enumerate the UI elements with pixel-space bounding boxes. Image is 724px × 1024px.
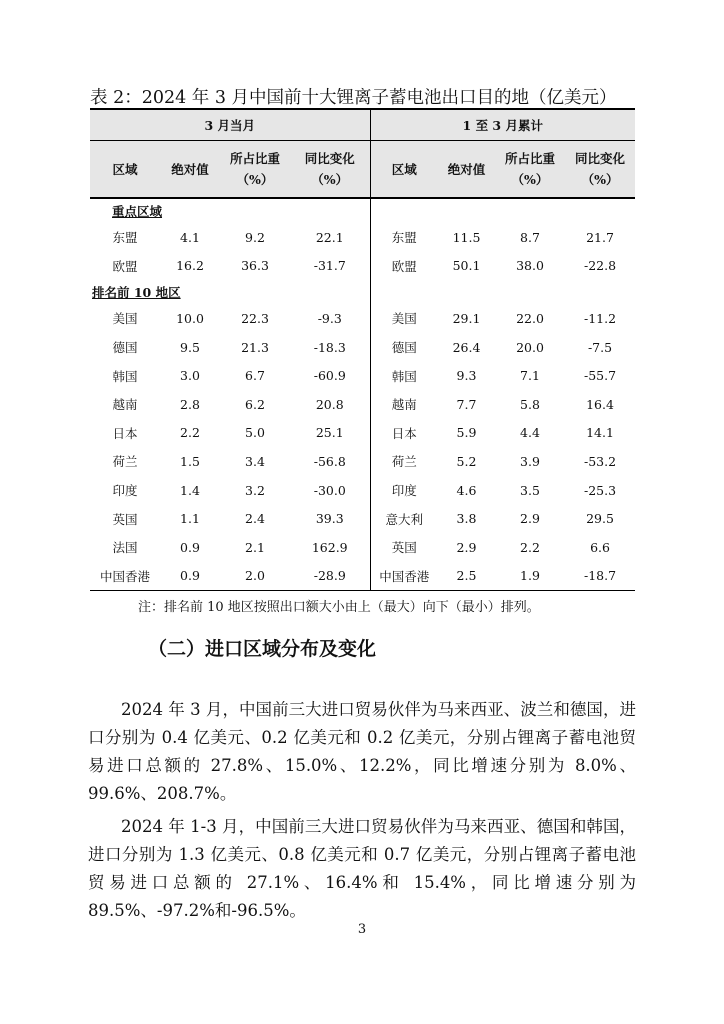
table-cell: 韩国 xyxy=(112,368,138,384)
table-cell: 3.2 xyxy=(245,482,265,498)
table-cell: 印度 xyxy=(391,483,417,499)
table-cell: -9.3 xyxy=(290,304,370,333)
table-cell: 6.7 xyxy=(245,368,265,384)
group-row-key-regions xyxy=(90,198,635,223)
table-cell: 1.4 xyxy=(180,482,200,498)
table-cell: 22.3 xyxy=(241,310,269,326)
table-row xyxy=(90,361,635,390)
table-cell: 5.9 xyxy=(456,425,477,441)
table-cell: 韩国 xyxy=(391,368,417,384)
table-row xyxy=(90,223,635,252)
table-cell: 2.0 xyxy=(220,562,290,591)
table-cell: 德国 xyxy=(112,340,138,356)
table-cell: 3.4 xyxy=(245,453,265,469)
table-cell: -30.0 xyxy=(290,476,370,505)
table-cell: 荷兰 xyxy=(112,454,138,470)
table-cell: 9.3 xyxy=(456,368,477,384)
table-cell: -53.2 xyxy=(583,453,617,469)
table-cell: 9.5 xyxy=(180,339,200,355)
table-row xyxy=(90,304,635,333)
table-cell: 5.0 xyxy=(245,425,265,441)
group-row-top10 xyxy=(90,280,635,304)
table-cell: 日本 xyxy=(391,425,417,441)
table-caption: 表 2：2024 年 3 月中国前十大锂离子蓄电池出口目的地（亿美元） xyxy=(90,88,617,108)
table-cell: 2.1 xyxy=(245,539,265,555)
table-cell: 2.4 xyxy=(245,511,265,527)
table-cell: 4.1 xyxy=(180,229,200,245)
table-cell: 5.8 xyxy=(520,396,540,412)
table-cell: 荷兰 xyxy=(391,454,417,470)
section-heading: （二）进口区域分布及变化 xyxy=(148,638,377,660)
table-cell: 1.1 xyxy=(180,511,200,527)
table-cell: 2.9 xyxy=(456,539,477,555)
table-cell: 美国 xyxy=(391,311,417,327)
table-cell: 4.4 xyxy=(520,425,540,441)
table-row xyxy=(90,333,635,362)
table-cell: 3.0 xyxy=(180,368,200,384)
table-cell: 50.1 xyxy=(452,258,481,274)
paragraph-march: 2024 年 3 月，中国前三大进口贸易伙伴为马来西亚、波兰和德国，进口分别为 0.4 亿美元、0.2 亿美元和 0.2 亿美元，分别占锂离子蓄电池贸易进口总额的 27.8%、15.0%、12.2%，同比增速分别为 8.0%、99.6%、208.7%。 xyxy=(88,699,636,803)
table-row xyxy=(90,533,635,562)
group-label-key-regions: 重点区域 xyxy=(90,198,370,223)
table-cell: 20.0 xyxy=(516,339,544,355)
table-cell: -7.5 xyxy=(587,339,613,355)
table-cell: 21.3 xyxy=(241,339,269,355)
table-cell: 9.2 xyxy=(245,229,265,245)
table-cell: 日本 xyxy=(112,425,138,441)
table-cell: 越南 xyxy=(391,397,417,413)
table-cell: 欧盟 xyxy=(391,258,417,274)
table-cell: 29.5 xyxy=(586,511,614,527)
table-cell: -25.3 xyxy=(583,482,617,498)
table-cell: 0.9 xyxy=(180,539,200,555)
section-header-row xyxy=(90,109,635,141)
table-cell: 22.0 xyxy=(516,310,544,326)
section-march: 3 月当月 xyxy=(90,109,370,141)
table-cell: 25.1 xyxy=(290,419,370,448)
table-cell: 16.2 xyxy=(176,258,204,274)
table-cell: 7.7 xyxy=(456,396,477,412)
table-cell: -22.8 xyxy=(583,258,617,274)
group-label-top10: 排名前 10 地区 xyxy=(90,280,370,304)
table-cell: 中国香港 xyxy=(90,562,160,591)
table-cell: 2.8 xyxy=(180,396,200,412)
table-cell: -56.8 xyxy=(290,447,370,476)
table-cell: 26.4 xyxy=(452,339,481,355)
export-destinations-table xyxy=(90,108,635,591)
table-row xyxy=(90,252,635,281)
table-row xyxy=(90,447,635,476)
group-row-filler xyxy=(370,198,635,223)
header-absolute: 绝对值 xyxy=(160,141,220,199)
table-cell: 2.9 xyxy=(520,511,540,527)
table-row xyxy=(90,390,635,419)
table-cell: -18.3 xyxy=(290,333,370,362)
table-cell: 22.1 xyxy=(290,223,370,252)
table-cell: 6.2 xyxy=(245,396,265,412)
table-cell: 5.2 xyxy=(456,453,477,469)
table-cell: -31.7 xyxy=(290,252,370,281)
page-number: 3 xyxy=(357,922,367,937)
table-cell: 8.7 xyxy=(520,229,540,245)
table-cell: 德国 xyxy=(391,340,417,356)
table-cell: 东盟 xyxy=(112,230,138,246)
table-cell: 英国 xyxy=(112,511,138,527)
table-cell: 14.1 xyxy=(586,425,614,441)
table-cell: -60.9 xyxy=(290,361,370,390)
table-cell: 11.5 xyxy=(452,229,481,245)
table-cell: -18.7 xyxy=(565,562,635,591)
table-row xyxy=(90,504,635,533)
table-cell: 2.2 xyxy=(520,539,540,555)
paragraph-jan-mar: 2024 年 1-3 月，中国前三大进口贸易伙伴为马来西亚、德国和韩国，进口分别为 1.3 亿美元、0.8 亿美元和 0.7 亿美元，分别占锂离子蓄电池贸易进口总额的 27.1%、16.4%和 15.4%，同比增速分别为 89.5%、-97.2%和-96.5%。 xyxy=(88,816,636,920)
table-cell: 29.1 xyxy=(452,310,481,326)
header-share: 所占比重 （%） xyxy=(220,141,290,199)
table-cell: 39.3 xyxy=(290,504,370,533)
group-row-filler xyxy=(370,280,635,304)
table-cell: 16.4 xyxy=(586,396,614,412)
table-cell: 1.5 xyxy=(180,453,200,469)
table-cell: -28.9 xyxy=(290,562,370,591)
table-cell: 美国 xyxy=(112,311,138,327)
column-header-row xyxy=(90,141,635,199)
header-yoy: 同比变化 （%） xyxy=(565,141,635,199)
table-cell: 10.0 xyxy=(176,310,204,326)
table-note: 注：排名前 10 地区按照出口额大小由上（最大）向下（最小）排列。 xyxy=(138,600,540,615)
table-cell: -11.2 xyxy=(583,310,617,326)
table-cell: -55.7 xyxy=(583,368,617,384)
table-cell: 印度 xyxy=(112,483,138,499)
table-cell: 3.8 xyxy=(456,511,477,527)
table-cell: 英国 xyxy=(391,540,417,556)
table-cell: 2.2 xyxy=(180,425,200,441)
table-cell: 东盟 xyxy=(391,230,417,246)
table-cell: 欧盟 xyxy=(112,258,138,274)
table-cell: 1.9 xyxy=(495,562,565,591)
table-cell: 3.5 xyxy=(520,482,540,498)
table-cell: 162.9 xyxy=(290,533,370,562)
table-cell: 7.1 xyxy=(520,368,540,384)
table-cell: 意大利 xyxy=(385,511,423,527)
table-cell: 中国香港 xyxy=(370,562,438,591)
table-cell: 2.5 xyxy=(438,562,495,591)
table-cell: 4.6 xyxy=(456,482,477,498)
table-cell: 0.9 xyxy=(160,562,220,591)
table-cell: 20.8 xyxy=(290,390,370,419)
table-row xyxy=(90,562,635,591)
table-cell: 法国 xyxy=(112,540,138,556)
header-region: 区域 xyxy=(90,141,160,199)
header-region: 区域 xyxy=(370,141,438,199)
section-jan-mar: 1 至 3 月累计 xyxy=(370,109,635,141)
header-absolute: 绝对值 xyxy=(438,141,495,199)
table-cell: 38.0 xyxy=(516,258,544,274)
header-yoy: 同比变化 （%） xyxy=(290,141,370,199)
table-cell: 3.9 xyxy=(520,453,540,469)
table-cell: 6.6 xyxy=(590,539,610,555)
table-cell: 21.7 xyxy=(586,229,614,245)
table-row xyxy=(90,419,635,448)
header-share: 所占比重 （%） xyxy=(495,141,565,199)
table-row xyxy=(90,476,635,505)
table-cell: 36.3 xyxy=(241,258,269,274)
table-cell: 越南 xyxy=(112,397,138,413)
